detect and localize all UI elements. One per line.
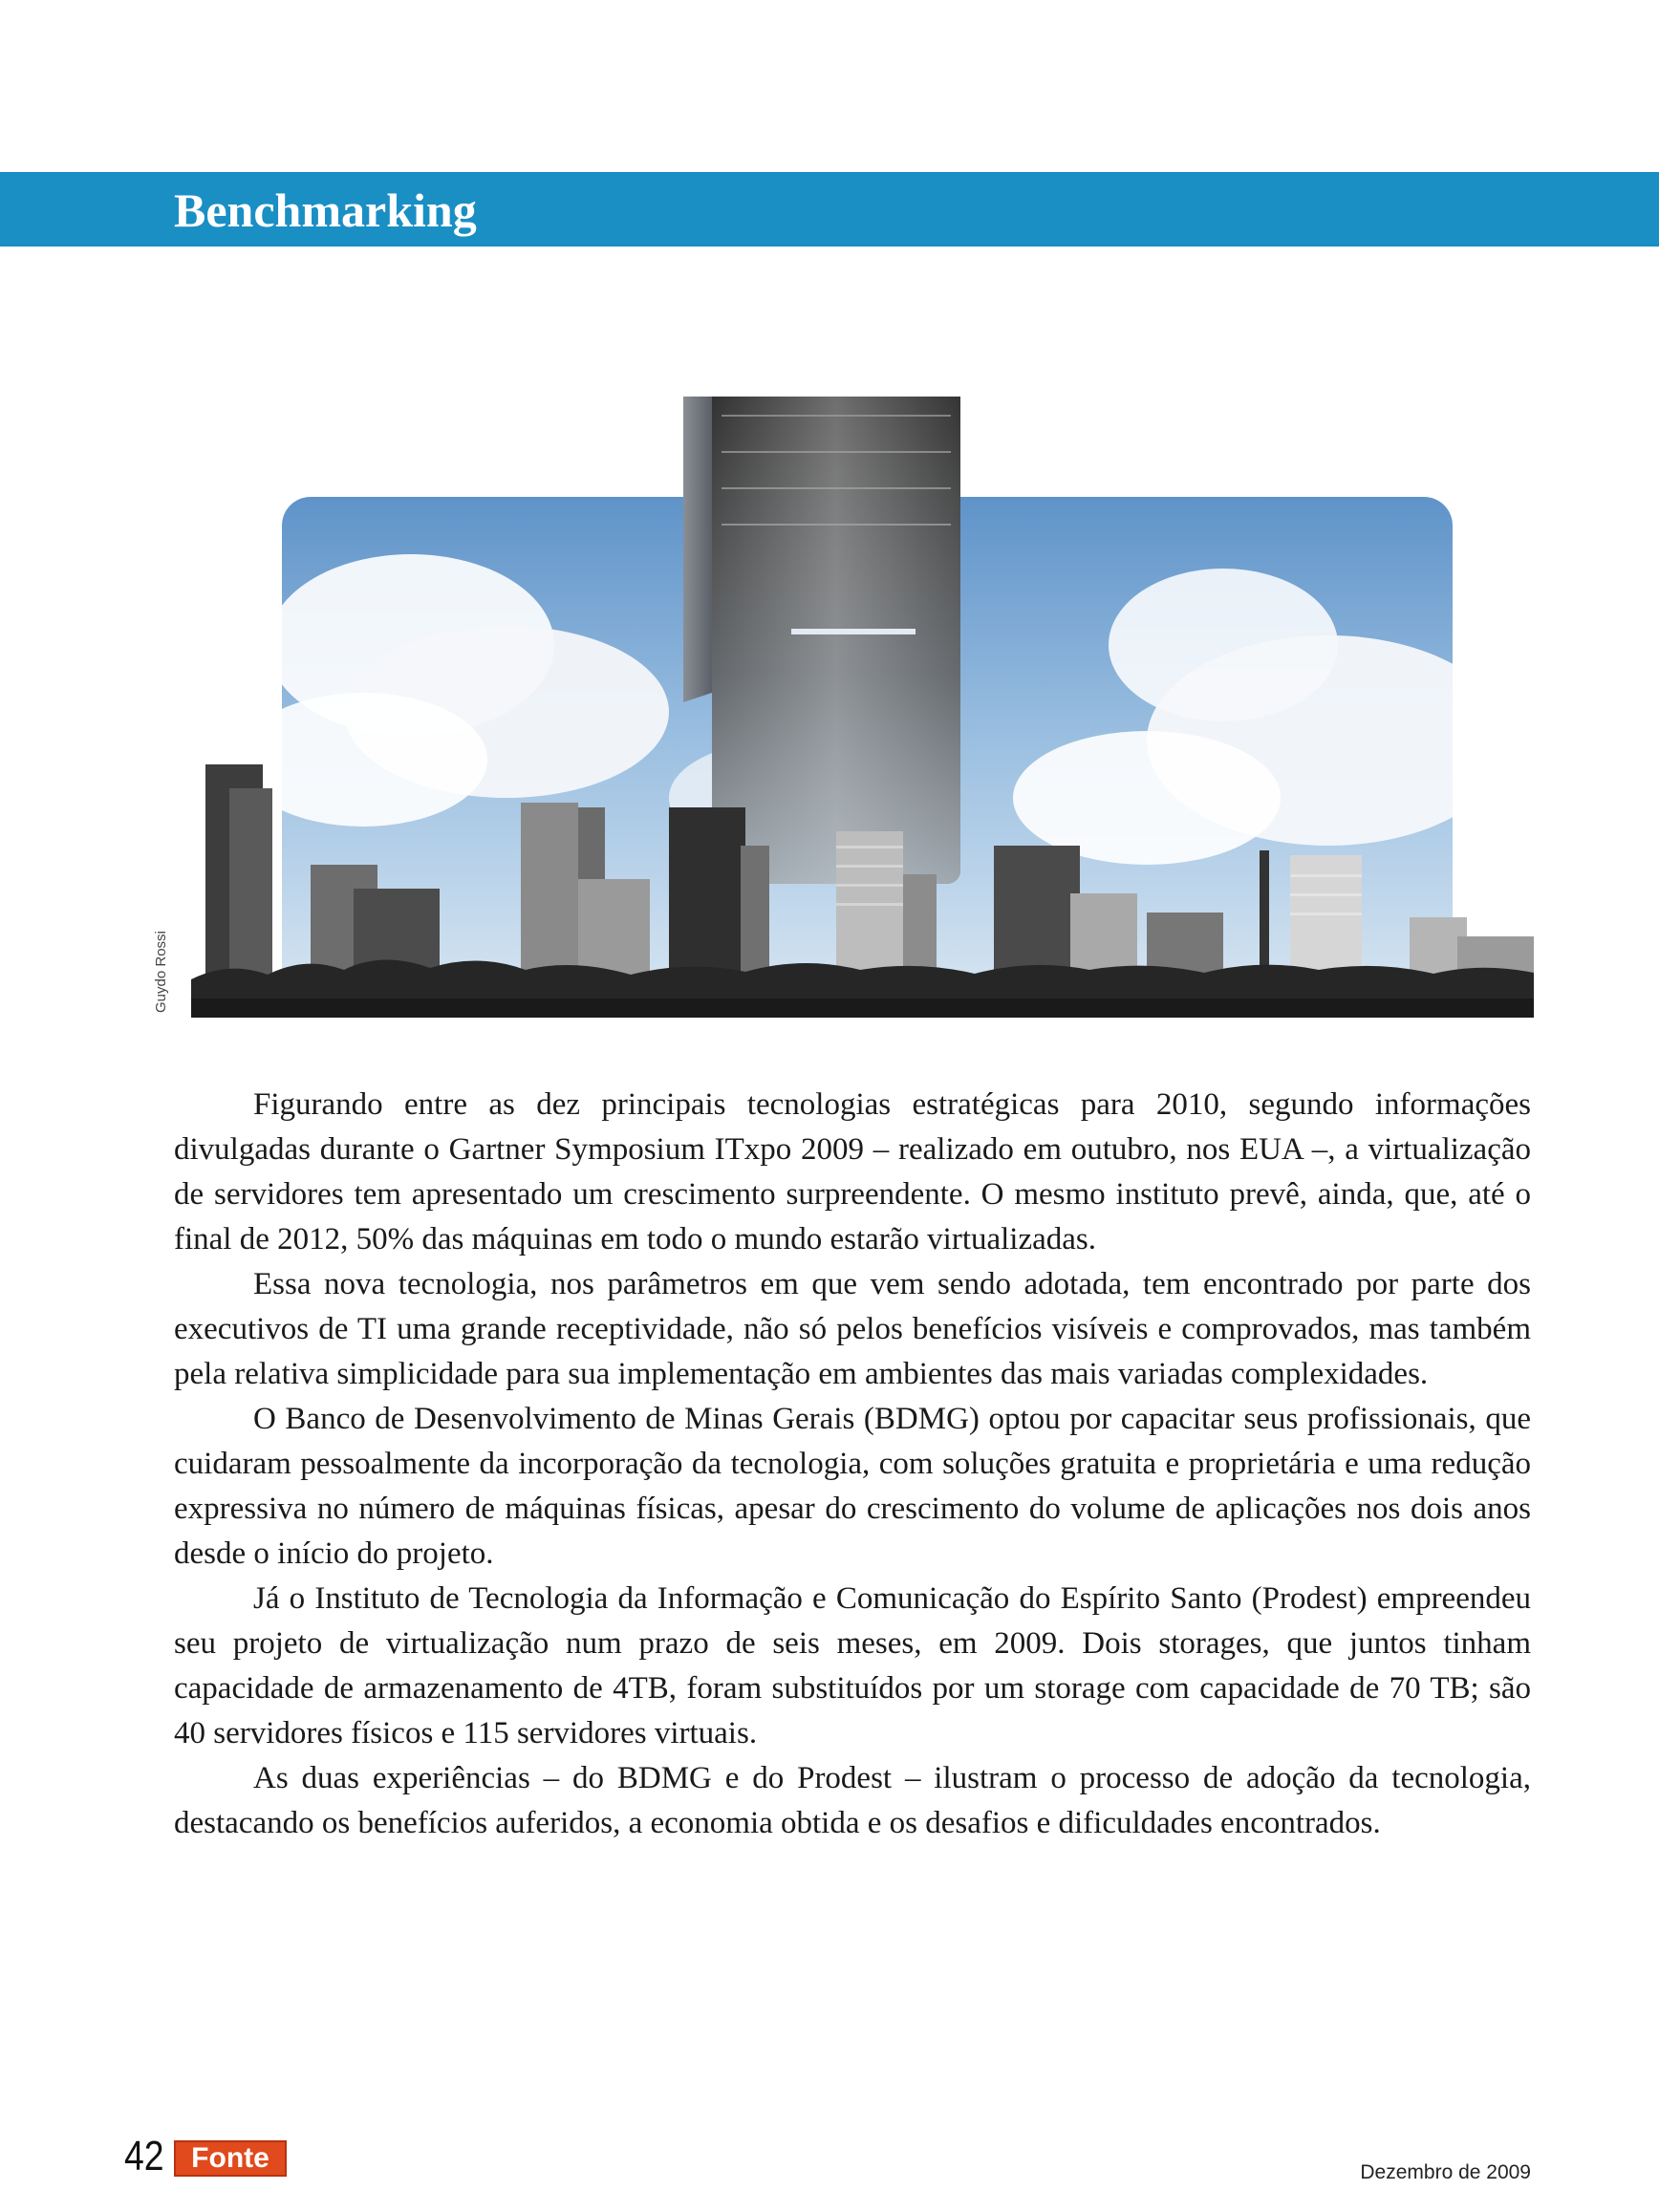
brand-logo: Fonte (174, 2140, 287, 2177)
article-paragraph: Já o Instituto de Tecnologia da Informação e Comunicação do Espírito Santo (Prodest) empreendeu seu projeto de virtualização num prazo de seis meses, em 2009. Dois storages, que juntos tinham capacidade de armazenamento de 4TB, foram substituídos por um storage com capacidade de 70 TB; são 40 servidores físicos e 115 servidores virtuais. (174, 1581, 1531, 1750)
article-body (174, 1083, 1531, 1846)
article-paragraph: O Banco de Desenvolvimento de Minas Gerais (BDMG) optou por capacitar seus profissionais, que cuidaram pessoalmente da incorporação da tecnologia, com soluções gratuita e proprietária e uma redução expressiva no número de máquinas físicas, apesar do crescimento do volume de aplicações nos dois anos desde o início do projeto. (174, 1402, 1531, 1571)
hero-illustration (191, 397, 1534, 1018)
section-title: Benchmarking (174, 183, 477, 237)
issue-date: Dezembro de 2009 (1360, 2161, 1531, 2183)
article-paragraph: Figurando entre as dez principais tecnologias estratégicas para 2010, segundo informações divulgadas durante o Gartner Symposium ITxpo 2009 – realizado em outubro, nos EUA –, a virtualização de servidores tem apresentado um crescimento surpreendente. O mesmo instituto prevê, ainda, que, até o final de 2012, 50% das máquinas em todo o mundo estarão virtualizadas. (174, 1087, 1531, 1256)
page-number: 42 (124, 2133, 164, 2180)
photo-credit: Guydo Rossi (153, 931, 169, 1013)
article-paragraph: Essa nova tecnologia, nos parâmetros em que vem sendo adotada, tem encontrado por parte dos executivos de TI uma grande receptividade, não só pelos benefícios visíveis e comprovados, mas também pela relativa simplicidade para sua implementação em ambientes das mais variadas complexidades. (174, 1267, 1531, 1391)
article-paragraph: As duas experiências – do BDMG e do Prodest – ilustram o processo de adoção da tecnologia, destacando os benefícios auferidos, a economia obtida e os desafios e dificuldades encontrados. (174, 1761, 1531, 1840)
